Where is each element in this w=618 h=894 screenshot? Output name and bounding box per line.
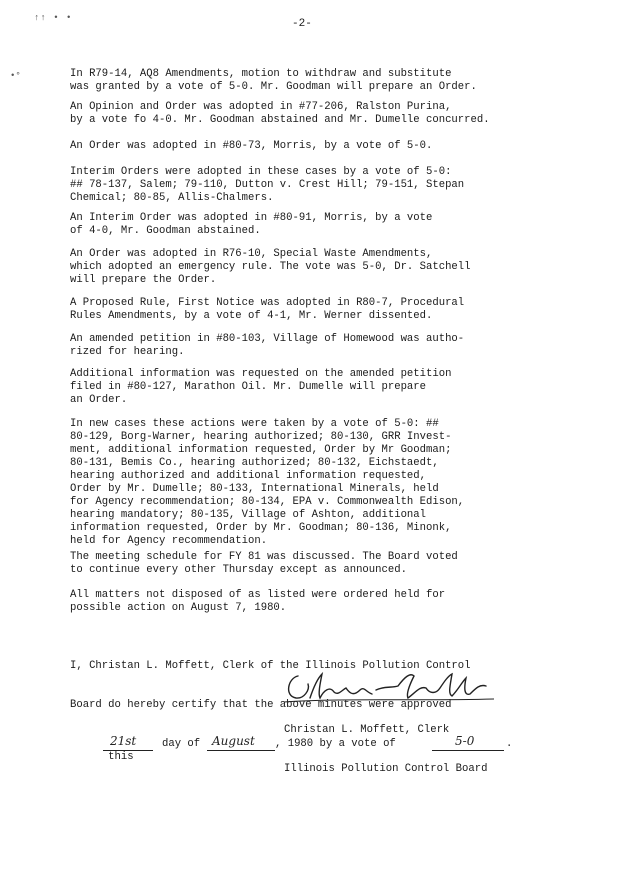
cert-line-2: Board do hereby certify that the above minutes were approved (70, 699, 452, 711)
paragraph-line: was granted by a vote of 5-0. Mr. Goodman will prepare an Order. (70, 81, 477, 93)
paragraph-line: Order by Mr. Dumelle; 80-133, International Minerals, held (70, 483, 439, 495)
paragraph-line: An Order was adopted in R76-10, Special Waste Amendments, (70, 248, 433, 260)
paragraph-line: Rules Amendments, by a vote of 4-1, Mr. Werner dissented. (70, 310, 433, 322)
paragraph-line: which adopted an emergency rule. The vote was 5-0, Dr. Satchell (70, 261, 471, 273)
paragraph-line: The meeting schedule for FY 81 was discussed. The Board voted (70, 551, 458, 563)
clerk-name: Christan L. Moffett, Clerk (284, 724, 450, 736)
paragraph-line: An Order was adopted in #80-73, Morris, by a vote of 5-0. (70, 140, 433, 152)
paragraph (70, 101, 560, 127)
paragraph (70, 212, 560, 238)
paragraph-line: Chemical; 80-85, Allis-Chalmers. (70, 192, 274, 204)
paragraph (70, 140, 560, 153)
signature-block (284, 698, 487, 802)
paragraph-line: for Agency recommendation; 80-134, EPA v. Commonwealth Edison, (70, 496, 465, 508)
day-underline (103, 750, 153, 751)
paragraph-line: In new cases these actions were taken by a vote of 5-0: ## (70, 418, 439, 430)
cert-this: this (108, 751, 134, 763)
paragraph (70, 166, 560, 205)
handwritten-vote: 5-0 (455, 734, 475, 748)
paragraph-line: hearing authorized and additional information requested, (70, 470, 427, 482)
paragraph-line: filed in #80-127, Marathon Oil. Mr. Dumelle will prepare (70, 381, 427, 393)
page-number: -2- (292, 18, 312, 30)
paragraph (70, 368, 560, 407)
paragraph-line: 80-131, Bemis Co., hearing authorized; 80-132, Eichstaedt, (70, 457, 439, 469)
paragraph (70, 551, 560, 577)
paragraph-line: ## 78-137, Salem; 79-110, Dutton v. Crest Hill; 79-151, Stepan (70, 179, 465, 191)
paragraph (70, 333, 560, 359)
paragraph-line: Interim Orders were adopted in these cases by a vote of 5-0: (70, 166, 452, 178)
month-underline (207, 750, 275, 751)
paragraph (70, 589, 560, 615)
paragraph-line: information requested, Order by Mr. Goodman; 80-136, Minonk, (70, 522, 452, 534)
cert-line-1: I, Christan L. Moffett, Clerk of the Illinois Pollution Control (70, 660, 471, 672)
paragraph-line: possible action on August 7, 1980. (70, 602, 287, 614)
cert-vote-text: , 1980 by a vote of (275, 738, 396, 750)
paragraph-line: An amended petition in #80-103, Village of Homewood was autho- (70, 333, 465, 345)
paragraph-line: held for Agency recommendation. (70, 535, 268, 547)
margin-mark: •° (10, 71, 21, 81)
paragraph-line: In R79-14, AQ8 Amendments, motion to withdraw and substitute (70, 68, 452, 80)
paragraph (70, 248, 560, 287)
paragraph-line: by a vote fo 4-0. Mr. Goodman abstained and Mr. Dumelle concurred. (70, 114, 490, 126)
paragraph-line: 80-129, Borg-Warner, hearing authorized; 80-130, GRR Invest- (70, 431, 452, 443)
paragraph-line: An Opinion and Order was adopted in #77-206, Ralston Purina, (70, 101, 452, 113)
paragraph-line: A Proposed Rule, First Notice was adopted in R80-7, Procedural (70, 297, 465, 309)
paragraph-line: hearing mandatory; 80-135, Village of Ashton, additional (70, 509, 427, 521)
paragraph-line: of 4-0, Mr. Goodman abstained. (70, 225, 261, 237)
cert-period: . (506, 738, 513, 750)
paragraph-line: All matters not disposed of as listed were ordered held for (70, 589, 446, 601)
paragraph-line: Additional information was requested on the amended petition (70, 368, 452, 380)
paragraph-line: rized for hearing. (70, 346, 185, 358)
paragraph-line: will prepare the Order. (70, 274, 217, 286)
paragraph (70, 418, 560, 548)
cert-day-of: day of (162, 738, 201, 750)
paragraph (70, 68, 560, 94)
corner-mark: ↑↑ • • (34, 13, 73, 23)
paragraph-line: ment, additional information requested, Order by Mr Goodman; (70, 444, 452, 456)
paragraph-line: to continue every other Thursday except as announced. (70, 564, 407, 576)
handwritten-day: 21st (110, 734, 137, 748)
clerk-organization: Illinois Pollution Control Board (284, 763, 488, 775)
paragraph-line: An Interim Order was adopted in #80-91, Morris, by a vote (70, 212, 433, 224)
paragraph-line: an Order. (70, 394, 128, 406)
handwritten-month: August (212, 734, 255, 748)
paragraph (70, 297, 560, 323)
